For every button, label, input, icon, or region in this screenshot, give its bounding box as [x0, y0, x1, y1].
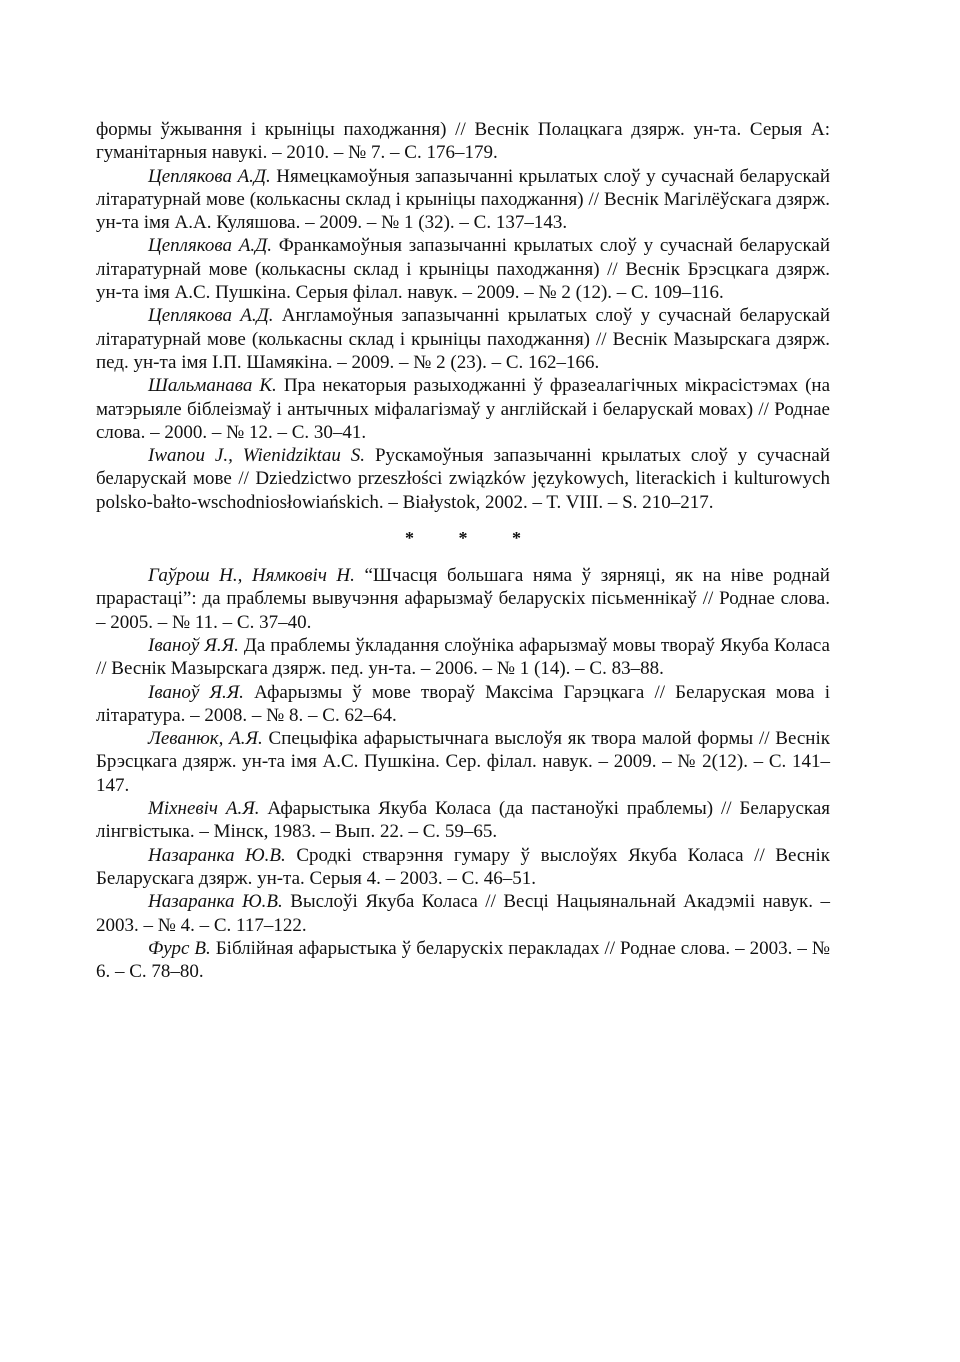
reference-entry: [96, 374, 830, 444]
reference-entry: [96, 797, 830, 844]
reference-text: Спецыфіка афарыстычнага выслоўя як твора малой формы // Веснік Брэсцкага дзярж. ун-та імя А.С. Пушкіна. Сер. філал. навук. – 2009. – № 2(12). – С. 141–147.: [96, 728, 830, 796]
bibliography-page: [96, 118, 830, 983]
reference-author: Назаранка Ю.В.: [148, 844, 286, 866]
reference-entry: [96, 118, 830, 165]
reference-author: Шальманава К.: [148, 375, 277, 397]
reference-entry: [96, 234, 830, 304]
reference-author: Цеплякова А.Д.: [148, 165, 271, 187]
reference-author: Гаўрош Н., Нямковіч Н.: [148, 565, 355, 587]
reference-text: Афарызмы ў мове твораў Максіма Гарэцкага // Беларуская мова і літаратура. – 2008. – № 8. – С. 62–64.: [96, 681, 830, 726]
reference-text: Нямецкамоўныя запазычанні крылатых слоў у сучаснай беларускай літаратурнай мове (колькасны склад і крыніцы паходжання) // Веснік Магілёўскага дзярж. ун-та імя А.А. Куляшова. – 2009. – № 1 (32). – С. 137–143.: [96, 165, 831, 234]
reference-author: Фурс В.: [148, 937, 211, 959]
reference-text: Рускамоўныя запазычанні крылатых слоў у сучаснай беларускай мове // Dziedzictwo przeszłości związków językowych, literackich i kulturowych polsko-bałto-wschodniosłowiańskich. – Białystok, 2002. – T. VIII. – S. 210–217.: [96, 445, 831, 513]
reference-author: Іваноў Я.Я.: [148, 681, 244, 703]
reference-entry: [96, 165, 830, 235]
reference-text: Біблійная афарыстыка ў беларускіх перакладах // Роднае слова. – 2003. – № 6. – С. 78–80.: [96, 937, 830, 983]
reference-text: Выслоўі Якуба Коласа // Весці Нацыянальнай Акадэміі навук. – 2003. – № 4. – С. 117–122.: [96, 891, 831, 936]
reference-list-two: [96, 564, 830, 983]
section-separator: * * *: [405, 528, 521, 549]
reference-author: Цеплякова А.Д.: [148, 235, 273, 257]
reference-text: Афарыстыка Якуба Коласа (да пастаноўкі праблемы) // Беларуская лінгвістыка. – Мінск, 1983. – Вып. 22. – С. 59–65.: [96, 798, 831, 843]
reference-text: формы ўжывання і крыніцы паходжання) // Веснік Полацкага дзярж. ун-та. Серыя А: гуманітарныя навукі. – 2010. – № 7. – С. 176–179.: [96, 119, 830, 164]
reference-entry: [96, 444, 830, 514]
reference-text: Да праблемы ўкладання слоўніка афарызмаў мовы твораў Якуба Коласа // Веснік Мазырскага дзярж. пед. ун-та. – 2006. – № 1 (14). – С. 83–88.: [96, 634, 830, 680]
reference-entry: [96, 727, 830, 797]
reference-entry: [96, 564, 830, 634]
reference-entry: [96, 304, 830, 374]
reference-entry: [96, 937, 830, 984]
reference-text: Франкамоўныя запазычанні крылатых слоў у сучаснай беларускай літаратурнай мове (колькасны склад і крыніцы паходжання) // Веснік Брэсцкага дзярж. ун-та імя А.С. Пушкіна. Серыя філал. навук. – 2009. – № 2 (12). – С. 109–116.: [96, 235, 830, 304]
reference-text: Англамоўныя запазычанні крылатых слоў у сучаснай беларускай літаратурнай мове (колькасны склад і крыніцы паходжання) // Веснік Мазырскага дзярж. пед. ун-та імя І.П. Шамякіна. – 2009. – № 2 (23). – С. 162–166.: [96, 305, 830, 373]
reference-text: Пра некаторыя разыходжанні ў фразеалагічных мікрасістэмах (на матэрыяле біблеізмаў і антычных міфалагізмаў у англійскай і беларускай мовах) // Роднае слова. – 2000. – № 12. – С. 30–41.: [96, 375, 831, 443]
reference-author: Цеплякова А.Д.: [148, 305, 274, 327]
reference-author: Іваноў Я.Я.: [148, 634, 239, 656]
reference-text: “Шчасця большага няма ў зярняці, як на ніве роднай прарастаці”: да праблемы вывучэння афарызмаў беларускіх пісьменнікаў // Роднае слова. – 2005. – № 11. – С. 37–40.: [96, 565, 830, 633]
reference-entry: [96, 634, 830, 681]
reference-entry: [96, 681, 830, 728]
reference-entry: [96, 890, 830, 937]
reference-author: Назаранка Ю.В.: [148, 891, 283, 913]
reference-list-one: [96, 118, 830, 514]
reference-author: Міхневіч А.Я.: [148, 798, 260, 820]
reference-author: Iwanou J., Wienidziktau S.: [148, 445, 366, 467]
reference-text: Сродкі стварэння гумару ў выслоўях Якуба Коласа // Веснік Беларускага дзярж. ун-та. Серыя 4. – 2003. – С. 46–51.: [96, 844, 830, 889]
reference-author: Леванюк, А.Я.: [148, 728, 263, 750]
reference-entry: [96, 844, 830, 891]
